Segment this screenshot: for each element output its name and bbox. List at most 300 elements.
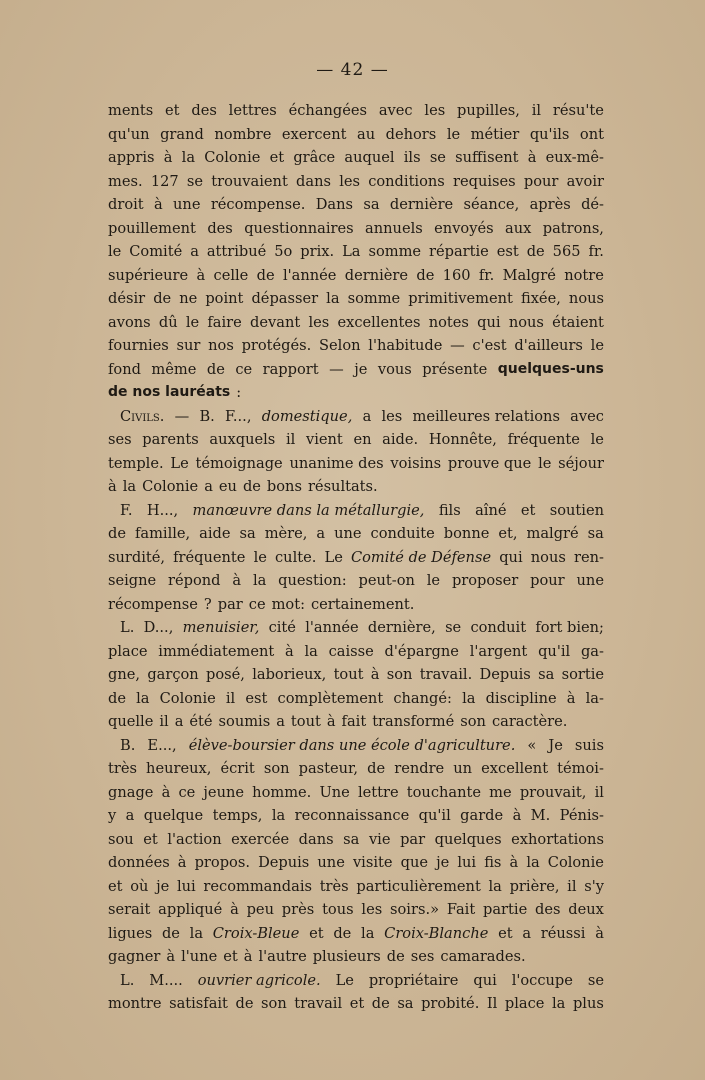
word: la xyxy=(552,995,566,1012)
text-line xyxy=(108,710,604,734)
word: de xyxy=(235,995,254,1012)
text-line xyxy=(108,334,604,358)
word: sortie xyxy=(561,666,604,683)
word: à xyxy=(512,807,522,824)
word: qu'il xyxy=(538,642,571,660)
word: excellentes xyxy=(337,313,421,331)
word: — xyxy=(329,360,344,378)
text-line xyxy=(108,499,604,523)
word: F. xyxy=(120,501,133,519)
word: à xyxy=(161,783,171,801)
word: à xyxy=(370,666,380,683)
word: malgré xyxy=(526,525,579,542)
word: ligues xyxy=(108,924,153,942)
word: B. xyxy=(199,407,215,425)
word: somme xyxy=(368,243,422,260)
word: de xyxy=(108,689,126,707)
word: d'ailleurs xyxy=(514,337,583,354)
word: Dans xyxy=(315,196,354,213)
word: fils xyxy=(438,501,461,519)
text-line xyxy=(108,546,604,570)
word: après xyxy=(529,196,571,213)
word: soutien xyxy=(549,501,604,519)
word: sa xyxy=(239,525,256,542)
word: des xyxy=(535,901,561,918)
word: a xyxy=(316,525,326,542)
word: prière, xyxy=(509,877,560,895)
word: menuisier, xyxy=(182,619,260,636)
word: je xyxy=(436,854,450,871)
word: de xyxy=(206,360,225,378)
word: parents xyxy=(142,431,199,448)
word: posé, xyxy=(206,666,245,683)
word: de nos lauréats xyxy=(108,384,231,400)
word: témoignage xyxy=(195,454,283,472)
word: fournies xyxy=(108,337,169,354)
word: l'habitude xyxy=(368,337,443,354)
word: exercent xyxy=(281,125,347,143)
word: a xyxy=(276,713,285,730)
word: aîné xyxy=(475,501,507,519)
text-line xyxy=(108,992,604,1016)
word: camarades. xyxy=(440,948,526,965)
word: appris xyxy=(108,149,155,166)
word: manœuvre dans la métallurgie, xyxy=(192,501,425,519)
word: par xyxy=(217,595,243,613)
word: de xyxy=(416,266,435,284)
word: seigne xyxy=(108,572,157,589)
word: et, xyxy=(498,525,518,542)
word: par xyxy=(400,830,426,848)
word: et xyxy=(269,149,285,166)
word: a xyxy=(362,407,372,425)
word: ce xyxy=(248,595,266,613)
word: à xyxy=(230,901,239,918)
word: rapport xyxy=(262,360,319,378)
word: résu'te xyxy=(552,102,604,119)
word: pouillement xyxy=(108,219,196,237)
word: mes. xyxy=(108,172,143,190)
text-line xyxy=(108,193,604,217)
text-line xyxy=(108,522,604,546)
word: « xyxy=(527,736,537,754)
word: excellent xyxy=(481,760,549,777)
word: résultats. xyxy=(307,478,378,495)
word: somme xyxy=(347,290,401,307)
word: à xyxy=(326,713,336,730)
word: grand xyxy=(160,125,204,143)
text-line xyxy=(108,123,604,147)
word: lettres xyxy=(228,102,277,119)
text-line xyxy=(108,593,604,617)
word: à xyxy=(527,149,537,166)
word: conditions xyxy=(368,172,445,190)
word: étaient xyxy=(552,313,604,331)
word: ? xyxy=(203,595,212,613)
word: dernière xyxy=(389,196,454,213)
word: question: xyxy=(278,572,347,589)
text-line xyxy=(108,687,604,711)
word: Une xyxy=(319,783,350,801)
word: de xyxy=(242,478,261,495)
word: transformé xyxy=(372,713,455,730)
word: à xyxy=(153,196,163,213)
word: sou xyxy=(108,830,134,848)
word: qui xyxy=(477,313,501,331)
word: de xyxy=(256,266,275,284)
word: et xyxy=(520,501,536,519)
word: avoir xyxy=(566,172,604,190)
word: la- xyxy=(585,689,604,707)
text-line xyxy=(108,240,604,264)
word: dans xyxy=(296,172,331,190)
word: une xyxy=(576,572,604,589)
word: satisfait xyxy=(169,995,228,1012)
word: l'année xyxy=(282,266,337,284)
word: désir xyxy=(108,290,146,307)
text-line xyxy=(108,428,604,452)
word: aide. xyxy=(382,431,419,448)
word: mot: xyxy=(271,595,305,613)
word: meilleures relations xyxy=(412,407,560,425)
text-line xyxy=(108,170,604,194)
word: qu'ils xyxy=(529,125,570,143)
word: envoyés xyxy=(434,219,494,237)
text-line xyxy=(108,875,604,899)
word: reconnaissance xyxy=(294,807,410,824)
word: récompense. xyxy=(210,196,306,213)
word: se xyxy=(445,619,462,636)
word: place xyxy=(108,642,148,660)
word: à xyxy=(108,478,117,495)
word: garçon xyxy=(147,666,199,683)
word: la xyxy=(122,478,137,495)
text-line xyxy=(108,757,604,781)
word: visite xyxy=(352,854,393,871)
word: c'est xyxy=(472,337,507,354)
word: s'y xyxy=(584,877,604,895)
text-line xyxy=(108,804,604,828)
word: très xyxy=(319,877,349,895)
word: Civils. xyxy=(120,407,165,425)
word: Selon xyxy=(319,337,361,354)
word: et xyxy=(309,924,324,942)
word: l'action xyxy=(167,830,222,848)
word: caractère. xyxy=(491,713,568,730)
word: sa xyxy=(397,995,414,1012)
word: il xyxy=(225,689,236,707)
word: à xyxy=(163,149,173,166)
word: qu'un xyxy=(108,125,150,143)
word: écrit xyxy=(220,760,255,777)
word: Depuis xyxy=(258,854,310,871)
word: à xyxy=(285,642,294,660)
word: place xyxy=(504,995,545,1012)
word: à xyxy=(232,572,242,589)
word: se xyxy=(429,149,446,166)
word: bons xyxy=(266,478,302,495)
word: me xyxy=(489,783,512,801)
word: son xyxy=(386,666,413,683)
word: à xyxy=(595,924,604,942)
word: une xyxy=(173,196,201,213)
word: et xyxy=(165,102,180,119)
word: eu xyxy=(218,478,237,495)
word: immédiatement xyxy=(158,642,275,660)
word: famille, xyxy=(134,525,191,542)
word: nombre xyxy=(214,125,272,143)
word: Croix-Bleue xyxy=(212,924,300,942)
word: son xyxy=(460,713,486,730)
word: l'année xyxy=(305,619,359,636)
word: H..., xyxy=(146,501,179,519)
word: ses xyxy=(108,431,132,448)
word: Colonie xyxy=(204,149,261,166)
word: le xyxy=(590,431,604,448)
word: Je xyxy=(548,736,563,754)
word: dû xyxy=(158,313,178,331)
word: vie xyxy=(368,830,391,848)
word: un xyxy=(453,760,473,777)
word: celle xyxy=(213,266,249,284)
text-line xyxy=(108,663,604,687)
word: fréquente xyxy=(173,548,246,566)
word: fait xyxy=(341,713,367,730)
word: la xyxy=(271,807,286,824)
word: aux xyxy=(505,219,532,237)
word: changé: xyxy=(393,689,452,707)
word: ce xyxy=(235,360,253,378)
text-line xyxy=(108,217,604,241)
word: particulièrement xyxy=(356,877,481,895)
word: ont xyxy=(579,125,604,143)
word: métier xyxy=(470,125,520,143)
word: lui xyxy=(176,877,196,895)
word: a xyxy=(522,924,532,942)
word: répond xyxy=(168,572,221,589)
word: droit xyxy=(108,196,144,213)
word: temple. xyxy=(108,454,164,472)
word: vous xyxy=(377,360,412,378)
word: Colonie xyxy=(159,689,216,707)
word: l'argent xyxy=(469,642,528,660)
word: E..., xyxy=(147,736,177,754)
word: réussi xyxy=(540,924,586,942)
word: avons xyxy=(108,313,151,331)
word: Comité xyxy=(129,243,183,260)
word: le xyxy=(446,125,461,143)
word: le xyxy=(538,454,552,472)
word: Comité de Défense xyxy=(350,548,492,566)
word: point xyxy=(205,290,244,307)
word: Le xyxy=(335,971,354,989)
word: homme. xyxy=(252,783,312,801)
word: les xyxy=(361,901,383,918)
word: soumis xyxy=(218,713,271,730)
text-line xyxy=(108,898,604,922)
word: quelques-uns xyxy=(497,360,604,377)
word: gagner xyxy=(108,948,161,965)
word: la xyxy=(361,924,375,942)
word: conduite xyxy=(370,525,435,542)
word: ils xyxy=(403,149,421,166)
word: pour xyxy=(530,572,565,589)
word: heureux, xyxy=(146,760,212,777)
word: fréquente xyxy=(507,431,580,448)
word: gne, xyxy=(108,666,141,683)
word: trouvaient xyxy=(211,172,288,190)
word: l'autre xyxy=(258,948,307,965)
word: travail. xyxy=(419,666,473,683)
text-line xyxy=(108,969,604,993)
word: que xyxy=(400,854,428,871)
word: exhortations xyxy=(511,830,604,848)
text-line xyxy=(108,311,604,335)
word: voisins xyxy=(390,454,442,472)
word: soirs.» xyxy=(390,901,440,918)
word: Malgré xyxy=(502,266,556,284)
word: partie xyxy=(483,901,528,918)
word: fort bien; xyxy=(535,619,604,636)
word: unanime des xyxy=(289,454,384,472)
word: : xyxy=(236,384,242,401)
word: garde xyxy=(460,807,504,824)
word: à xyxy=(509,854,519,871)
word: une xyxy=(334,525,362,542)
word: est xyxy=(496,243,519,260)
word: Croix-Blanche xyxy=(384,924,489,942)
word: nos xyxy=(208,337,234,354)
word: dernière, xyxy=(367,619,436,636)
word: le xyxy=(108,243,122,260)
word: lettre xyxy=(357,783,399,801)
word: nous xyxy=(508,313,544,331)
word: au xyxy=(357,125,376,143)
word: dans xyxy=(298,830,334,848)
word: patrons, xyxy=(542,219,604,237)
word: témoi- xyxy=(557,760,604,777)
word: recommandais xyxy=(203,877,312,895)
word: qui xyxy=(473,971,497,989)
word: il xyxy=(159,713,169,730)
word: le xyxy=(590,337,604,354)
word: près xyxy=(281,901,315,918)
text-line xyxy=(108,851,604,875)
word: Colonie xyxy=(547,854,604,871)
word: la xyxy=(488,877,502,895)
word: notre xyxy=(564,266,604,284)
word: 5o xyxy=(274,243,293,260)
word: proposer xyxy=(451,572,519,589)
word: D..., xyxy=(143,619,174,636)
text-line xyxy=(108,734,604,758)
word: Fait xyxy=(446,901,476,918)
text-line xyxy=(108,945,604,969)
word: séance, xyxy=(463,196,520,213)
word: très xyxy=(108,760,137,777)
text-line xyxy=(108,381,604,405)
word: tout xyxy=(333,666,364,683)
word: le xyxy=(253,548,267,566)
word: Honnête, xyxy=(428,431,497,448)
word: de xyxy=(153,290,172,307)
word: et xyxy=(143,830,158,848)
word: B. xyxy=(120,736,136,754)
word: jeune xyxy=(203,783,245,801)
word: de xyxy=(333,924,352,942)
word: montre xyxy=(108,995,162,1012)
word: la xyxy=(526,854,540,871)
word: Depuis xyxy=(479,666,531,683)
word: fond xyxy=(108,360,141,378)
word: supérieure xyxy=(108,266,189,284)
word: travail xyxy=(294,995,343,1012)
word: ne xyxy=(179,290,198,307)
word: 127 xyxy=(150,172,179,190)
word: données xyxy=(108,854,170,871)
word: qu'il xyxy=(418,807,451,824)
word: son xyxy=(263,760,290,777)
text-line xyxy=(108,828,604,852)
word: Il xyxy=(486,995,498,1012)
word: attribué xyxy=(206,243,267,260)
word: sur xyxy=(176,337,201,354)
word: il xyxy=(567,877,577,895)
word: Colonie xyxy=(142,478,199,495)
word: laborieux, xyxy=(252,666,327,683)
word: les xyxy=(339,172,360,190)
text-line xyxy=(108,616,604,640)
word: ga- xyxy=(580,642,604,660)
word: plusieurs xyxy=(312,948,381,965)
word: et xyxy=(498,924,513,942)
word: suis xyxy=(574,736,604,754)
word: à xyxy=(166,948,176,965)
word: auxquels xyxy=(209,431,276,448)
word: lui xyxy=(457,854,477,871)
word: prix. xyxy=(300,243,335,260)
word: se xyxy=(186,172,204,190)
word: et xyxy=(108,877,123,895)
word: complètement xyxy=(277,689,384,707)
word: propos. xyxy=(194,854,250,871)
word: et xyxy=(349,995,365,1012)
word: discipline xyxy=(485,689,557,707)
word: ments xyxy=(108,102,154,119)
word: pasteur, xyxy=(298,760,359,777)
word: requises xyxy=(453,172,516,190)
word: répartie xyxy=(429,243,489,260)
word: caisse xyxy=(328,642,374,660)
word: sa xyxy=(538,666,555,683)
word: de xyxy=(386,948,405,965)
word: ouvrier agricole. xyxy=(197,971,321,989)
word: fixée, xyxy=(520,290,561,307)
word: culte. xyxy=(275,548,317,566)
word: cité xyxy=(268,619,296,636)
word: L. xyxy=(120,619,135,636)
word: il xyxy=(531,102,542,119)
word: a xyxy=(204,478,213,495)
word: des xyxy=(191,102,217,119)
word: le xyxy=(426,572,441,589)
word: en xyxy=(353,431,372,448)
word: quelque xyxy=(143,807,204,824)
word: de xyxy=(526,243,545,260)
word: l'occupe xyxy=(511,971,573,989)
word: sa xyxy=(343,830,360,848)
word: touchante xyxy=(406,783,482,801)
